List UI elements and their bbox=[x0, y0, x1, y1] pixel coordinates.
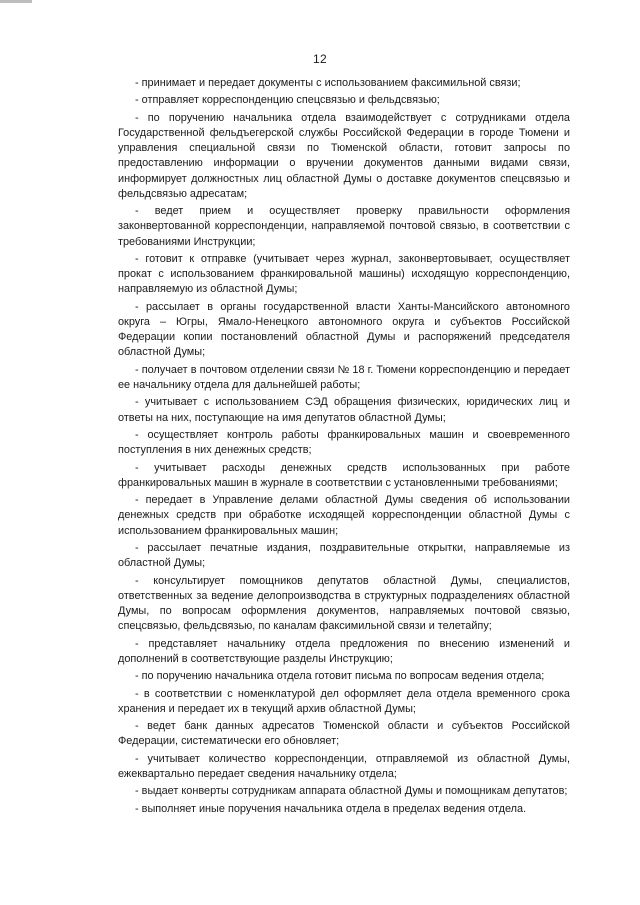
list-item: - учитывает расходы денежных средств использованных при работе франкировальных машин в журнале в соответствии с установленными требованиями; bbox=[118, 461, 570, 489]
list-item: - рассылает в органы государственной власти Ханты-Мансийского автономного округа – Югры, Ямало-Ненецкого автономного округа и субъектов Российской Федерации копии постановлений областной Думы и распоряжений председателя областной Думы; bbox=[118, 300, 570, 359]
list-item: - учитывает с использованием СЭД обращения физических, юридических лиц и ответы на них, поступающие на имя депутатов областной Думы; bbox=[118, 396, 570, 424]
list-item: - по поручению начальника отдела взаимодействует с сотрудниками отдела Государственной фельдъегерской службы Российской Федерации в городе Тюмени и управления специальной связи по Тюменской области, готовит запросы по предоставлению информации о вручении документов данными видами связи, информирует должностных лиц областной Думы о доставке документов спецсвязью и фельдсвязью адресатам; bbox=[118, 111, 570, 200]
list-item: - выдает конверты сотрудникам аппарата областной Думы и помощникам депутатов; bbox=[135, 785, 568, 798]
list-item: - учитывает количество корреспонденции, отправляемой из областной Думы, ежеквартально передает сведения начальнику отдела; bbox=[118, 752, 570, 780]
list-item: - отправляет корреспонденцию спецсвязью и фельдсвязью; bbox=[135, 94, 440, 107]
list-item: - в соответствии с номенклатурой дел оформляет дела отдела временного срока хранения и передает их в текущий архив областной Думы; bbox=[118, 687, 570, 715]
list-item: - консультирует помощников депутатов областной Думы, специалистов, ответственных за ведение делопроизводства в структурных подразделениях областной Думы, по вопросам оформления документов, направляемых почтовой связью, спецсвязью, фельдсвязью, по каналам факсимильной связи и телетайпу; bbox=[118, 574, 570, 633]
scan-edge-mark bbox=[0, 0, 32, 3]
duties-list bbox=[118, 76, 570, 819]
list-item: - по поручению начальника отдела готовит письма по вопросам ведения отдела; bbox=[135, 670, 545, 683]
list-item: - рассылает печатные издания, поздравительные открытки, направляемые из областной Думы; bbox=[118, 541, 570, 570]
list-item: - представляет начальнику отдела предложения по внесению изменений и дополнений в соответствующие разделы Инструкцию; bbox=[118, 637, 570, 665]
list-item: - получает в почтовом отделении связи № 18 г. Тюмени корреспонденцию и передает ее начальнику отдела для дальнейшей работы; bbox=[118, 363, 570, 391]
page-number: 12 bbox=[313, 52, 327, 66]
list-item: - выполняет иные поручения начальника отдела в пределах ведения отдела. bbox=[135, 802, 527, 815]
list-item: - осуществляет контроль работы франкировальных машин и своевременного поступления в них денежных средств; bbox=[118, 428, 570, 457]
list-item: - готовит к отправке (учитывает через журнал, законвертовывает, осуществляет прокат с использованием франкировальной машины) исходящую корреспонденцию, направляемую из областной Думы; bbox=[118, 252, 570, 296]
list-item: - ведет прием и осуществляет проверку правильности оформления законвертованной корреспонденции, направляемой почтовой связью, в соответствии с требованиями Инструкции; bbox=[118, 205, 570, 248]
list-item: - передает в Управление делами областной Думы сведения об использовании денежных средств при обработке исходящей корреспонденции областной Думы с использованием франкировальных машин; bbox=[118, 494, 570, 537]
list-item: - ведет банк данных адресатов Тюменской области и субъектов Российской Федерации, систематически его обновляет; bbox=[118, 720, 570, 748]
list-item: - принимает и передает документы с использованием факсимильной связи; bbox=[135, 77, 521, 89]
